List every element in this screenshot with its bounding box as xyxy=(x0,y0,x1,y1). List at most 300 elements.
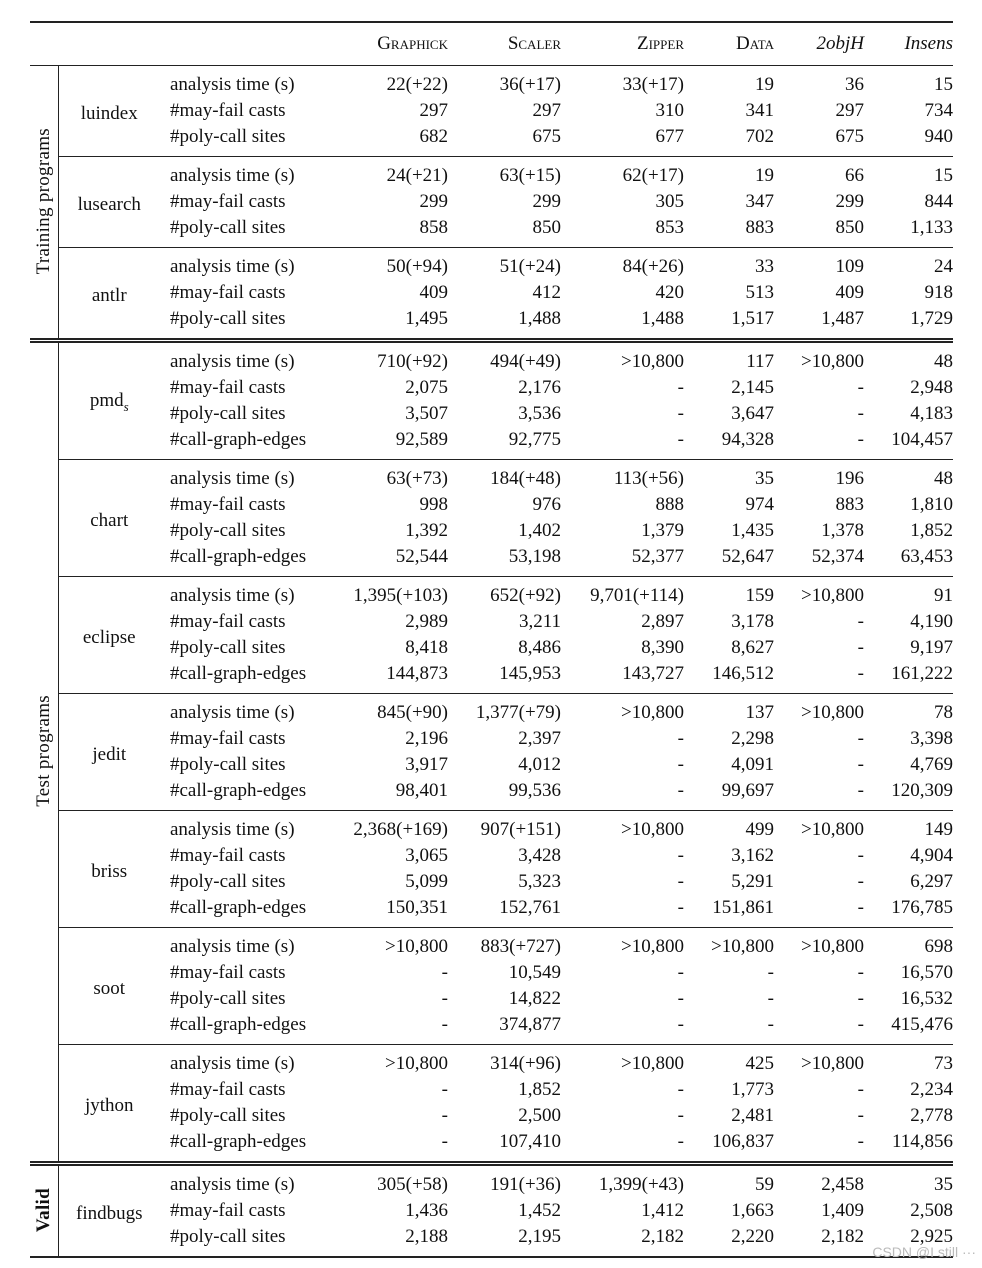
value-cell: 513 xyxy=(745,282,774,303)
value-cell: 149 xyxy=(864,811,953,844)
metric-label: analysis time (s) xyxy=(170,74,295,95)
value-cell: - xyxy=(857,845,864,866)
value-cell: 2,298 xyxy=(731,728,774,749)
value-cell: - xyxy=(857,897,864,918)
value-cell: 143,727 xyxy=(622,663,684,684)
value-cell: - xyxy=(677,1131,684,1152)
group-label: Valid xyxy=(32,1187,54,1233)
value-cell: 3,917 xyxy=(405,754,448,775)
metric-label: analysis time (s) xyxy=(160,157,330,190)
value-cell: 19 xyxy=(755,74,774,95)
value-cell: 1,487 xyxy=(821,308,864,329)
watermark: CSDN @I still ··· xyxy=(872,1244,976,1260)
value-cell: 24 xyxy=(864,248,953,281)
value-cell: - xyxy=(677,377,684,398)
table-row xyxy=(30,694,953,727)
value-cell: 1,852 xyxy=(910,520,953,541)
value-cell: - xyxy=(857,1131,864,1152)
value-cell: - xyxy=(767,988,774,1009)
program-name-cell xyxy=(58,248,160,341)
metric-label: #call-graph-edges xyxy=(170,1131,307,1152)
metric-label: #poly-call sites xyxy=(170,637,286,658)
program-name-cell xyxy=(58,341,160,460)
metric-label: analysis time (s) xyxy=(160,928,330,961)
value-cell: 48 xyxy=(864,460,953,493)
value-cell: 78 xyxy=(864,694,953,727)
value-cell: 1,409 xyxy=(821,1200,864,1221)
table-row xyxy=(30,460,953,493)
table-row xyxy=(30,1103,953,1129)
value-cell: 425 xyxy=(684,1045,774,1078)
value-cell: - xyxy=(767,1014,774,1035)
value-cell: - xyxy=(441,1014,448,1035)
metric-label: #call-graph-edges xyxy=(170,546,307,567)
table-row xyxy=(30,895,953,928)
table-row xyxy=(30,248,953,281)
program-name: eclipse xyxy=(82,627,136,648)
value-cell: >10,800 xyxy=(684,928,774,961)
metric-label: #poly-call sites xyxy=(170,520,286,541)
value-cell: - xyxy=(857,637,864,658)
table-row xyxy=(30,306,953,341)
group-label: Training programs xyxy=(32,127,54,275)
value-cell: 2,176 xyxy=(518,377,561,398)
value-cell: 63(+15) xyxy=(448,157,561,190)
value-cell: 698 xyxy=(864,928,953,961)
table-row xyxy=(30,189,953,215)
value-cell: 1,773 xyxy=(731,1079,774,1100)
table-row xyxy=(30,752,953,778)
value-cell: 2,948 xyxy=(910,377,953,398)
value-cell: 2,145 xyxy=(731,377,774,398)
column-header: Insens xyxy=(864,22,953,66)
program-name: briss xyxy=(91,861,128,882)
metric-label: analysis time (s) xyxy=(160,1164,330,1199)
metric-label: #may-fail casts xyxy=(170,282,286,303)
table-row xyxy=(30,778,953,811)
value-cell: 677 xyxy=(655,126,684,147)
value-cell: 52,544 xyxy=(395,546,448,567)
value-cell: 59 xyxy=(684,1164,774,1199)
value-cell: >10,800 xyxy=(774,577,864,610)
metric-label: #poly-call sites xyxy=(170,1226,286,1247)
value-cell: >10,800 xyxy=(774,341,864,376)
value-cell: 305(+58) xyxy=(330,1164,448,1199)
table-row xyxy=(30,518,953,544)
value-cell: 52,377 xyxy=(631,546,684,567)
value-cell: - xyxy=(857,1014,864,1035)
table-row xyxy=(30,66,953,99)
value-cell: 918 xyxy=(924,282,953,303)
value-cell: >10,800 xyxy=(330,928,448,961)
program-name: antlr xyxy=(91,285,127,306)
metric-label: #poly-call sites xyxy=(170,403,286,424)
program-name-cell xyxy=(58,66,160,157)
metric-label: #may-fail casts xyxy=(170,191,286,212)
value-cell: 341 xyxy=(745,100,774,121)
value-cell: 734 xyxy=(924,100,953,121)
table-row xyxy=(30,341,953,376)
value-cell: 1,729 xyxy=(910,308,953,329)
value-cell: - xyxy=(857,728,864,749)
value-cell: - xyxy=(857,1079,864,1100)
table-row xyxy=(30,869,953,895)
value-cell: 19 xyxy=(684,157,774,190)
value-cell: - xyxy=(441,1105,448,1126)
value-cell: 5,099 xyxy=(405,871,448,892)
value-cell: - xyxy=(857,871,864,892)
value-cell: 883 xyxy=(835,494,864,515)
table-row xyxy=(30,1012,953,1045)
table-row xyxy=(30,157,953,190)
value-cell: 494(+49) xyxy=(448,341,561,376)
program-name: pmd xyxy=(89,390,124,412)
table-row xyxy=(30,98,953,124)
value-cell: - xyxy=(677,754,684,775)
value-cell: 1,488 xyxy=(518,308,561,329)
value-cell: 310 xyxy=(655,100,684,121)
metric-label: analysis time (s) xyxy=(160,1045,330,1078)
value-cell: 1,377(+79) xyxy=(448,694,561,727)
value-cell: 52,647 xyxy=(721,546,774,567)
value-cell: 1,402 xyxy=(518,520,561,541)
value-cell: 106,837 xyxy=(712,1131,774,1152)
metric-label: #call-graph-edges xyxy=(170,780,307,801)
value-cell: 3,428 xyxy=(518,845,561,866)
value-cell: 33(+17) xyxy=(622,74,684,95)
value-cell: 1,412 xyxy=(641,1200,684,1221)
header-empty-cell xyxy=(160,22,330,66)
value-cell: 1,810 xyxy=(910,494,953,515)
value-cell: 113(+56) xyxy=(561,460,684,493)
value-cell: 850 xyxy=(835,217,864,238)
value-cell: 850 xyxy=(532,217,561,238)
table-row xyxy=(30,577,953,610)
value-cell: 137 xyxy=(684,694,774,727)
program-name-cell xyxy=(58,694,160,811)
value-cell: 5,323 xyxy=(518,871,561,892)
value-cell: 84(+26) xyxy=(561,248,684,281)
value-cell: 702 xyxy=(745,126,774,147)
value-cell: 35 xyxy=(684,460,774,493)
value-cell: 120,309 xyxy=(891,780,953,801)
value-cell: 1,517 xyxy=(731,308,774,329)
value-cell: 888 xyxy=(655,494,684,515)
value-cell: 8,627 xyxy=(731,637,774,658)
value-cell: 2,500 xyxy=(518,1105,561,1126)
table-row xyxy=(30,544,953,577)
value-cell: - xyxy=(857,663,864,684)
value-cell: 151,861 xyxy=(712,897,774,918)
value-cell: 499 xyxy=(684,811,774,844)
value-cell: 299 xyxy=(419,191,448,212)
value-cell: 176,785 xyxy=(891,897,953,918)
program-name-cell xyxy=(58,577,160,694)
value-cell: 161,222 xyxy=(891,663,953,684)
value-cell: 73 xyxy=(864,1045,953,1078)
value-cell: 883(+727) xyxy=(448,928,561,961)
value-cell: 1,395(+103) xyxy=(330,577,448,610)
value-cell: 35 xyxy=(864,1164,953,1199)
value-cell: 3,507 xyxy=(405,403,448,424)
value-cell: 66 xyxy=(774,157,864,190)
value-cell: 14,822 xyxy=(508,988,561,1009)
program-name-cell xyxy=(58,1164,160,1258)
value-cell: 152,761 xyxy=(499,897,561,918)
metric-label: #poly-call sites xyxy=(170,1105,286,1126)
value-cell: 15 xyxy=(864,157,953,190)
value-cell: 144,873 xyxy=(386,663,448,684)
value-cell: 347 xyxy=(745,191,774,212)
value-cell: 412 xyxy=(532,282,561,303)
value-cell: 4,183 xyxy=(910,403,953,424)
table-row xyxy=(30,843,953,869)
value-cell: 682 xyxy=(419,126,448,147)
value-cell: 2,182 xyxy=(821,1226,864,1247)
value-cell: 9,197 xyxy=(910,637,953,658)
value-cell: 159 xyxy=(684,577,774,610)
value-cell: 940 xyxy=(924,126,953,147)
value-cell: 4,904 xyxy=(910,845,953,866)
column-header: Scaler xyxy=(448,22,561,66)
value-cell: 883 xyxy=(745,217,774,238)
table-row xyxy=(30,1129,953,1164)
value-cell: - xyxy=(677,1079,684,1100)
value-cell: 3,065 xyxy=(405,845,448,866)
header-row xyxy=(30,22,953,66)
table-row xyxy=(30,427,953,460)
value-cell: >10,800 xyxy=(774,694,864,727)
value-cell: 1,852 xyxy=(518,1079,561,1100)
group-label-cell xyxy=(30,66,58,341)
table-row xyxy=(30,280,953,306)
value-cell: 420 xyxy=(655,282,684,303)
value-cell: 4,190 xyxy=(910,611,953,632)
value-cell: 409 xyxy=(419,282,448,303)
value-cell: 104,457 xyxy=(891,429,953,450)
value-cell: 1,399(+43) xyxy=(561,1164,684,1199)
value-cell: 374,877 xyxy=(499,1014,561,1035)
header-empty-cell xyxy=(30,22,58,66)
value-cell: - xyxy=(441,962,448,983)
value-cell: 2,778 xyxy=(910,1105,953,1126)
table-row xyxy=(30,1198,953,1224)
value-cell: 91 xyxy=(864,577,953,610)
metric-label: #call-graph-edges xyxy=(170,663,307,684)
value-cell: 2,368(+169) xyxy=(330,811,448,844)
table-row xyxy=(30,811,953,844)
table-row xyxy=(30,960,953,986)
value-cell: 99,536 xyxy=(508,780,561,801)
value-cell: >10,800 xyxy=(774,811,864,844)
value-cell: 305 xyxy=(655,191,684,212)
metric-label: analysis time (s) xyxy=(160,811,330,844)
value-cell: 51(+24) xyxy=(448,248,561,281)
value-cell: 845(+90) xyxy=(330,694,448,727)
value-cell: 92,775 xyxy=(508,429,561,450)
value-cell: 3,398 xyxy=(910,728,953,749)
value-cell: 1,436 xyxy=(405,1200,448,1221)
value-cell: 4,769 xyxy=(910,754,953,775)
column-header: Graphick xyxy=(330,22,448,66)
value-cell: 99,697 xyxy=(721,780,774,801)
value-cell: 3,211 xyxy=(518,611,561,632)
value-cell: 4,012 xyxy=(518,754,561,775)
value-cell: 109 xyxy=(774,248,864,281)
value-cell: 196 xyxy=(774,460,864,493)
metric-label: #poly-call sites xyxy=(170,754,286,775)
program-name-cell xyxy=(58,460,160,577)
value-cell: - xyxy=(767,962,774,983)
metric-label: #may-fail casts xyxy=(170,845,286,866)
program-name-cell xyxy=(58,928,160,1045)
program-name-subscript: s xyxy=(123,398,129,414)
value-cell: 50(+94) xyxy=(330,248,448,281)
value-cell: >10,800 xyxy=(774,928,864,961)
value-cell: >10,800 xyxy=(774,1045,864,1078)
value-cell: - xyxy=(677,728,684,749)
value-cell: - xyxy=(857,1105,864,1126)
metric-label: #poly-call sites xyxy=(170,217,286,238)
value-cell: 36(+17) xyxy=(499,74,561,95)
program-name: chart xyxy=(90,510,129,531)
value-cell: 146,512 xyxy=(712,663,774,684)
value-cell: 3,162 xyxy=(731,845,774,866)
metric-label: #call-graph-edges xyxy=(170,1014,307,1035)
group-label-cell xyxy=(30,1164,58,1258)
table-row xyxy=(30,215,953,248)
value-cell: - xyxy=(677,403,684,424)
value-cell: - xyxy=(677,429,684,450)
value-cell: 2,989 xyxy=(405,611,448,632)
program-name: jedit xyxy=(92,744,127,765)
value-cell: 8,486 xyxy=(518,637,561,658)
value-cell: 2,508 xyxy=(910,1200,953,1221)
value-cell: >10,800 xyxy=(561,811,684,844)
program-name: jython xyxy=(84,1095,134,1116)
value-cell: 2,925 xyxy=(910,1226,953,1247)
value-cell: - xyxy=(677,1014,684,1035)
value-cell: 4,091 xyxy=(731,754,774,775)
metric-label: #may-fail casts xyxy=(170,962,286,983)
table-row xyxy=(30,1164,953,1199)
value-cell: >10,800 xyxy=(561,341,684,376)
table-row xyxy=(30,1224,953,1257)
value-cell: 1,133 xyxy=(910,217,953,238)
value-cell: 63,453 xyxy=(900,546,953,567)
program-name: findbugs xyxy=(76,1203,143,1224)
value-cell: 92,589 xyxy=(395,429,448,450)
program-name: luindex xyxy=(80,103,138,124)
value-cell: - xyxy=(677,1105,684,1126)
value-cell: 8,390 xyxy=(641,637,684,658)
value-cell: 976 xyxy=(532,494,561,515)
group-label-cell xyxy=(30,341,58,1164)
value-cell: 2,234 xyxy=(910,1079,953,1100)
value-cell: - xyxy=(857,377,864,398)
value-cell: 2,897 xyxy=(641,611,684,632)
value-cell: 998 xyxy=(419,494,448,515)
value-cell: 299 xyxy=(835,191,864,212)
value-cell: 107,410 xyxy=(499,1131,561,1152)
program-name-cell xyxy=(58,157,160,248)
value-cell: 145,953 xyxy=(499,663,561,684)
value-cell: 98,401 xyxy=(395,780,448,801)
table-row xyxy=(30,928,953,961)
value-cell: 1,488 xyxy=(641,308,684,329)
metric-label: #poly-call sites xyxy=(170,126,286,147)
value-cell: 1,435 xyxy=(731,520,774,541)
value-cell: 1,663 xyxy=(731,1200,774,1221)
value-cell: 2,195 xyxy=(518,1226,561,1247)
value-cell: - xyxy=(857,403,864,424)
value-cell: 1,392 xyxy=(405,520,448,541)
table-row xyxy=(30,375,953,401)
metric-label: #may-fail casts xyxy=(170,377,286,398)
metric-label: #may-fail casts xyxy=(170,100,286,121)
value-cell: 297 xyxy=(532,100,561,121)
column-header: Data xyxy=(684,22,774,66)
value-cell: 15 xyxy=(934,74,953,95)
value-cell: 409 xyxy=(835,282,864,303)
metric-label: #poly-call sites xyxy=(170,308,286,329)
value-cell: 10,549 xyxy=(508,962,561,983)
value-cell: 675 xyxy=(835,126,864,147)
value-cell: 652(+92) xyxy=(448,577,561,610)
value-cell: 2,075 xyxy=(405,377,448,398)
table-row xyxy=(30,1077,953,1103)
metric-label: analysis time (s) xyxy=(160,694,330,727)
value-cell: 52,374 xyxy=(811,546,864,567)
table-row xyxy=(30,726,953,752)
value-cell: - xyxy=(441,1079,448,1100)
value-cell: 2,220 xyxy=(731,1226,774,1247)
value-cell: >10,800 xyxy=(330,1045,448,1078)
value-cell: 853 xyxy=(655,217,684,238)
value-cell: 3,178 xyxy=(731,611,774,632)
value-cell: 844 xyxy=(924,191,953,212)
value-cell: 3,536 xyxy=(518,403,561,424)
value-cell: 974 xyxy=(745,494,774,515)
metric-label: #poly-call sites xyxy=(170,988,286,1009)
table-row xyxy=(30,661,953,694)
value-cell: 2,458 xyxy=(774,1164,864,1199)
value-cell: 48 xyxy=(864,341,953,376)
value-cell: 299 xyxy=(532,191,561,212)
value-cell: 1,378 xyxy=(821,520,864,541)
value-cell: - xyxy=(677,988,684,1009)
value-cell: 1,379 xyxy=(641,520,684,541)
value-cell: 16,532 xyxy=(900,988,953,1009)
metric-label: analysis time (s) xyxy=(160,577,330,610)
value-cell: >10,800 xyxy=(561,694,684,727)
value-cell: 184(+48) xyxy=(448,460,561,493)
value-cell: 33 xyxy=(684,248,774,281)
table-row xyxy=(30,986,953,1012)
program-name-cell xyxy=(58,1045,160,1164)
metric-label: #may-fail casts xyxy=(170,611,286,632)
value-cell: 2,481 xyxy=(731,1105,774,1126)
value-cell: >10,800 xyxy=(561,928,684,961)
value-cell: 2,188 xyxy=(405,1226,448,1247)
value-cell: - xyxy=(857,611,864,632)
value-cell: - xyxy=(677,871,684,892)
value-cell: - xyxy=(677,845,684,866)
value-cell: 297 xyxy=(419,100,448,121)
value-cell: - xyxy=(857,780,864,801)
results-table xyxy=(30,21,953,1258)
program-name-cell xyxy=(58,811,160,928)
